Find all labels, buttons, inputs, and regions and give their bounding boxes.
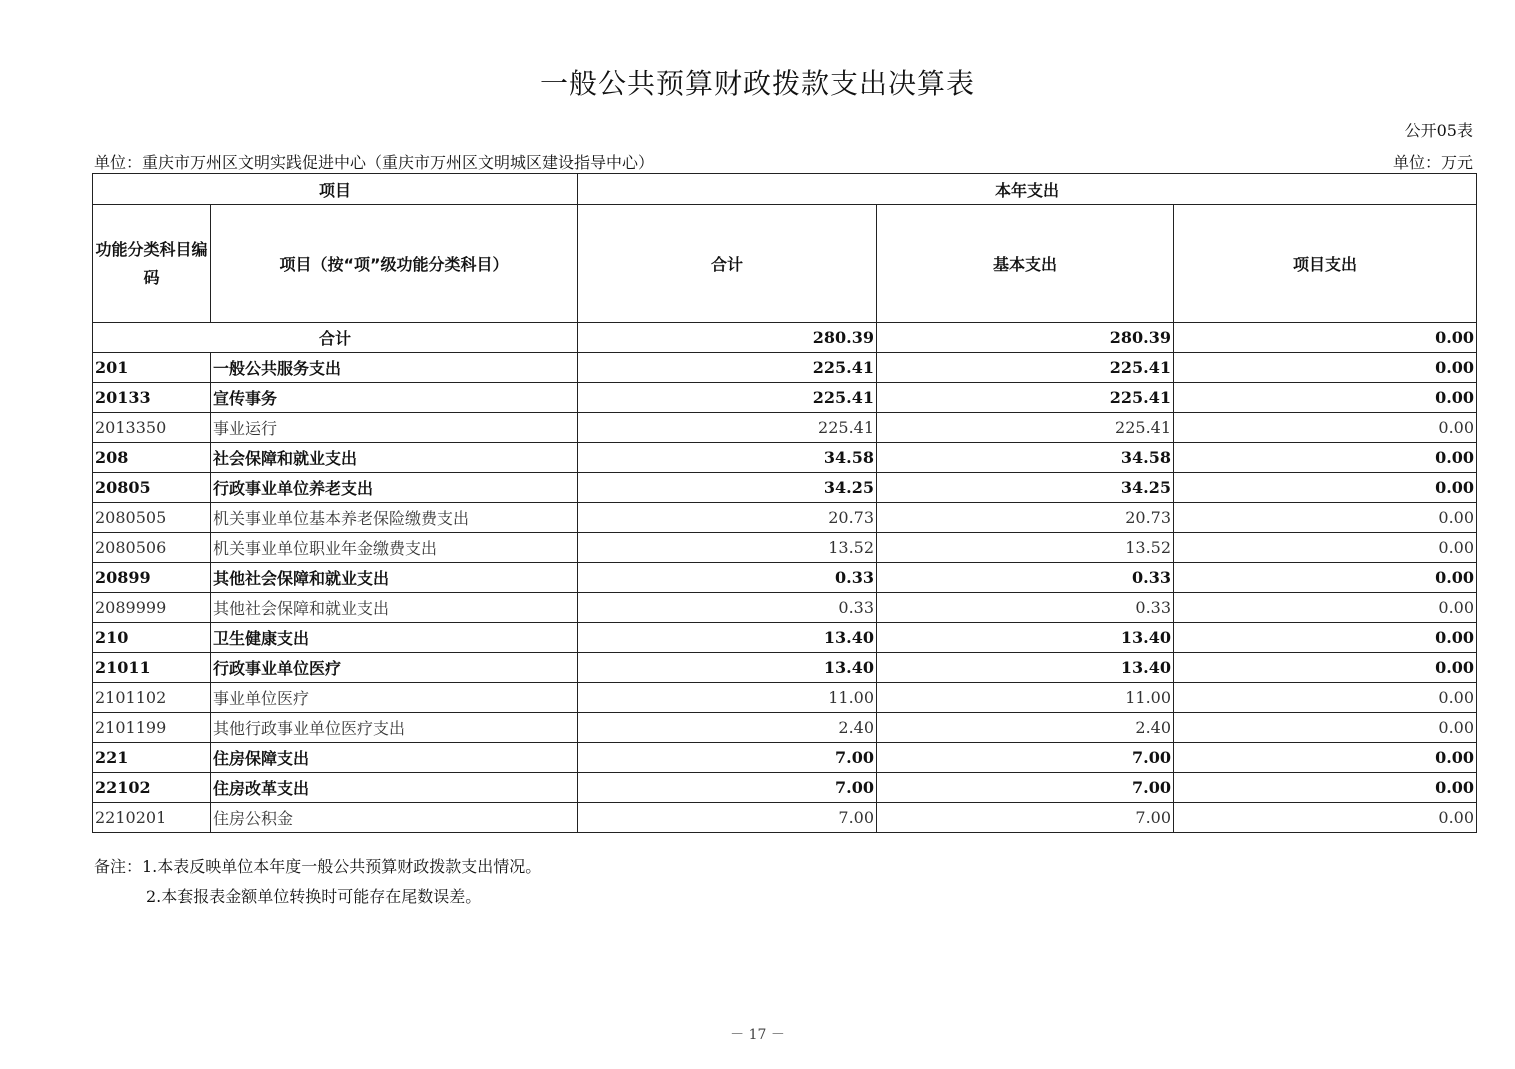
row-basic: 20.73 — [877, 503, 1174, 533]
row-project: 0.00 — [1174, 473, 1477, 503]
row-code: 2080506 — [93, 533, 211, 563]
document-title: 一般公共预算财政拨款支出决算表 — [539, 67, 975, 100]
row-project: 0.00 — [1174, 413, 1477, 443]
total-project: 0.00 — [1174, 323, 1477, 353]
row-name: 机关事业单位职业年金缴费支出 — [211, 533, 578, 563]
row-basic: 11.00 — [877, 683, 1174, 713]
row-project: 0.00 — [1174, 773, 1477, 803]
total-sum: 280.39 — [578, 323, 877, 353]
header-project: 项目支出 — [1174, 205, 1477, 323]
organization-unit: 单位：重庆市万州区文明实践促进中心（重庆市万州区文明城区建设指导中心） — [94, 153, 655, 172]
table-row — [93, 653, 1477, 683]
currency-unit: 单位：万元 — [1392, 153, 1473, 172]
row-total: 34.25 — [578, 473, 877, 503]
table-row — [93, 593, 1477, 623]
row-basic: 225.41 — [877, 383, 1174, 413]
row-total: 7.00 — [578, 803, 877, 833]
header-code: 功能分类科目编码 — [93, 205, 211, 323]
row-code: 208 — [93, 443, 211, 473]
row-project: 0.00 — [1174, 653, 1477, 683]
row-basic: 13.52 — [877, 533, 1174, 563]
row-name: 机关事业单位基本养老保险缴费支出 — [211, 503, 578, 533]
row-total: 7.00 — [578, 743, 877, 773]
row-code: 2080505 — [93, 503, 211, 533]
row-project: 0.00 — [1174, 803, 1477, 833]
table-row — [93, 773, 1477, 803]
row-code: 20899 — [93, 563, 211, 593]
row-name: 其他社会保障和就业支出 — [211, 563, 578, 593]
header-item-name: 项目（按“项”级功能分类科目） — [211, 205, 578, 323]
header-current-year: 本年支出 — [578, 174, 1477, 205]
row-project: 0.00 — [1174, 443, 1477, 473]
row-basic: 13.40 — [877, 623, 1174, 653]
row-total: 13.40 — [578, 623, 877, 653]
row-basic: 0.33 — [877, 593, 1174, 623]
note-line-1: 备注：1.本表反映单位本年度一般公共预算财政拨款支出情况。 — [94, 857, 542, 876]
table-row — [93, 413, 1477, 443]
row-name: 住房改革支出 — [211, 773, 578, 803]
row-name: 一般公共服务支出 — [211, 353, 578, 383]
table-row — [93, 533, 1477, 563]
row-total: 7.00 — [578, 773, 877, 803]
row-total: 20.73 — [578, 503, 877, 533]
row-basic: 7.00 — [877, 773, 1174, 803]
table-row — [93, 503, 1477, 533]
row-total: 225.41 — [578, 353, 877, 383]
table-row — [93, 383, 1477, 413]
row-basic: 225.41 — [877, 413, 1174, 443]
table-row — [93, 803, 1477, 833]
row-code: 2101102 — [93, 683, 211, 713]
row-basic: 34.58 — [877, 443, 1174, 473]
row-project: 0.00 — [1174, 593, 1477, 623]
row-code: 20133 — [93, 383, 211, 413]
row-name: 事业运行 — [211, 413, 578, 443]
row-basic: 2.40 — [877, 713, 1174, 743]
row-code: 2210201 — [93, 803, 211, 833]
row-basic: 225.41 — [877, 353, 1174, 383]
row-code: 201 — [93, 353, 211, 383]
row-name: 住房公积金 — [211, 803, 578, 833]
row-project: 0.00 — [1174, 713, 1477, 743]
row-basic: 34.25 — [877, 473, 1174, 503]
row-name: 其他社会保障和就业支出 — [211, 593, 578, 623]
header-item: 项目 — [93, 174, 578, 205]
row-total: 2.40 — [578, 713, 877, 743]
form-number: 公开05表 — [1404, 121, 1473, 140]
row-total: 13.40 — [578, 653, 877, 683]
row-code: 2089999 — [93, 593, 211, 623]
row-name: 行政事业单位医疗 — [211, 653, 578, 683]
row-name: 卫生健康支出 — [211, 623, 578, 653]
row-project: 0.00 — [1174, 743, 1477, 773]
row-code: 2101199 — [93, 713, 211, 743]
row-code: 2013350 — [93, 413, 211, 443]
row-project: 0.00 — [1174, 353, 1477, 383]
row-total: 13.52 — [578, 533, 877, 563]
table-row — [93, 353, 1477, 383]
row-basic: 7.00 — [877, 743, 1174, 773]
table-row — [93, 443, 1477, 473]
table-row — [93, 473, 1477, 503]
table-row — [93, 563, 1477, 593]
row-total: 34.58 — [578, 443, 877, 473]
table-row — [93, 683, 1477, 713]
row-total: 0.33 — [578, 563, 877, 593]
row-name: 社会保障和就业支出 — [211, 443, 578, 473]
row-project: 0.00 — [1174, 683, 1477, 713]
table-row — [93, 743, 1477, 773]
row-project: 0.00 — [1174, 503, 1477, 533]
page-number: － 17 － — [730, 1027, 785, 1043]
row-name: 事业单位医疗 — [211, 683, 578, 713]
header-row-1 — [93, 174, 1477, 205]
header-basic: 基本支出 — [877, 205, 1174, 323]
note-line-2: 2.本套报表金额单位转换时可能存在尾数误差。 — [146, 887, 482, 906]
row-total: 0.33 — [578, 593, 877, 623]
row-basic: 0.33 — [877, 563, 1174, 593]
expenditure-table — [92, 173, 1477, 833]
row-code: 20805 — [93, 473, 211, 503]
row-total: 225.41 — [578, 383, 877, 413]
table-row — [93, 713, 1477, 743]
row-total: 225.41 — [578, 413, 877, 443]
row-name: 行政事业单位养老支出 — [211, 473, 578, 503]
row-name: 宣传事务 — [211, 383, 578, 413]
row-code: 210 — [93, 623, 211, 653]
header-total: 合计 — [578, 205, 877, 323]
row-code: 22102 — [93, 773, 211, 803]
total-basic: 280.39 — [877, 323, 1174, 353]
total-label: 合计 — [93, 323, 578, 353]
header-row-2 — [93, 205, 1477, 323]
notes — [94, 852, 541, 912]
row-name: 其他行政事业单位医疗支出 — [211, 713, 578, 743]
row-basic: 7.00 — [877, 803, 1174, 833]
row-project: 0.00 — [1174, 383, 1477, 413]
row-project: 0.00 — [1174, 563, 1477, 593]
row-code: 21011 — [93, 653, 211, 683]
row-project: 0.00 — [1174, 533, 1477, 563]
row-project: 0.00 — [1174, 623, 1477, 653]
total-row — [93, 323, 1477, 353]
table-row — [93, 623, 1477, 653]
row-code: 221 — [93, 743, 211, 773]
row-name: 住房保障支出 — [211, 743, 578, 773]
row-total: 11.00 — [578, 683, 877, 713]
row-basic: 13.40 — [877, 653, 1174, 683]
